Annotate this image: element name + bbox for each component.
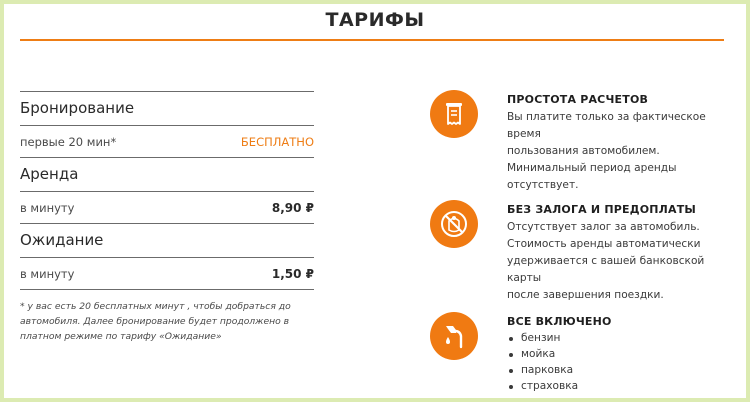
tariff-table <box>20 91 314 290</box>
tariff-rent-heading: Аренда <box>20 158 314 192</box>
included-list <box>507 330 737 394</box>
tariff-waiting-heading: Ожидание <box>20 224 314 258</box>
tariff-waiting-row <box>20 258 314 290</box>
feature-title: ПРОСТОТА РАСЧЕТОВ <box>507 93 649 106</box>
receipt-icon <box>430 90 478 138</box>
tariff-booking-row <box>20 126 314 158</box>
tariff-rent-label: в минуту <box>20 200 75 215</box>
list-item: парковка <box>507 362 737 378</box>
tariff-booking-value: БЕСПЛАТНО <box>240 134 314 149</box>
tariff-waiting-label: в минуту <box>20 266 75 281</box>
list-item: страховка <box>507 378 737 394</box>
feature-description: Вы платите только за фактическое время пользования автомобилем. Минимальный период аренды отсутствует. <box>507 111 706 191</box>
no-deposit-icon <box>430 200 478 248</box>
title-divider <box>20 39 724 41</box>
tariff-rent-value: 8,90 ₽ <box>271 200 314 215</box>
feature-title: ВСЕ ВКЛЮЧЕНО <box>507 315 612 328</box>
tariff-booking-label: первые 20 мин* <box>20 134 117 149</box>
booking-footnote: * у вас есть 20 бесплатных минут , чтобы добраться до автомобиля. Далее бронирование будет продолжено в платном режиме по тарифу «Ожидание» <box>20 301 291 342</box>
list-item: бензин <box>507 330 737 346</box>
page-title: ТАРИФЫ <box>325 9 425 31</box>
list-item: мойка <box>507 346 737 362</box>
feature-description: Отсутствует залог за автомобиль. Стоимость аренды автоматически удерживается с вашей банковской карты после завершения поездки. <box>507 221 705 301</box>
tariff-rent-row <box>20 192 314 224</box>
tariff-booking-heading: Бронирование <box>20 92 314 126</box>
fuel-nozzle-icon <box>430 312 478 360</box>
tariff-waiting-value: 1,50 ₽ <box>271 266 314 281</box>
feature-title: БЕЗ ЗАЛОГА И ПРЕДОПЛАТЫ <box>507 203 697 216</box>
